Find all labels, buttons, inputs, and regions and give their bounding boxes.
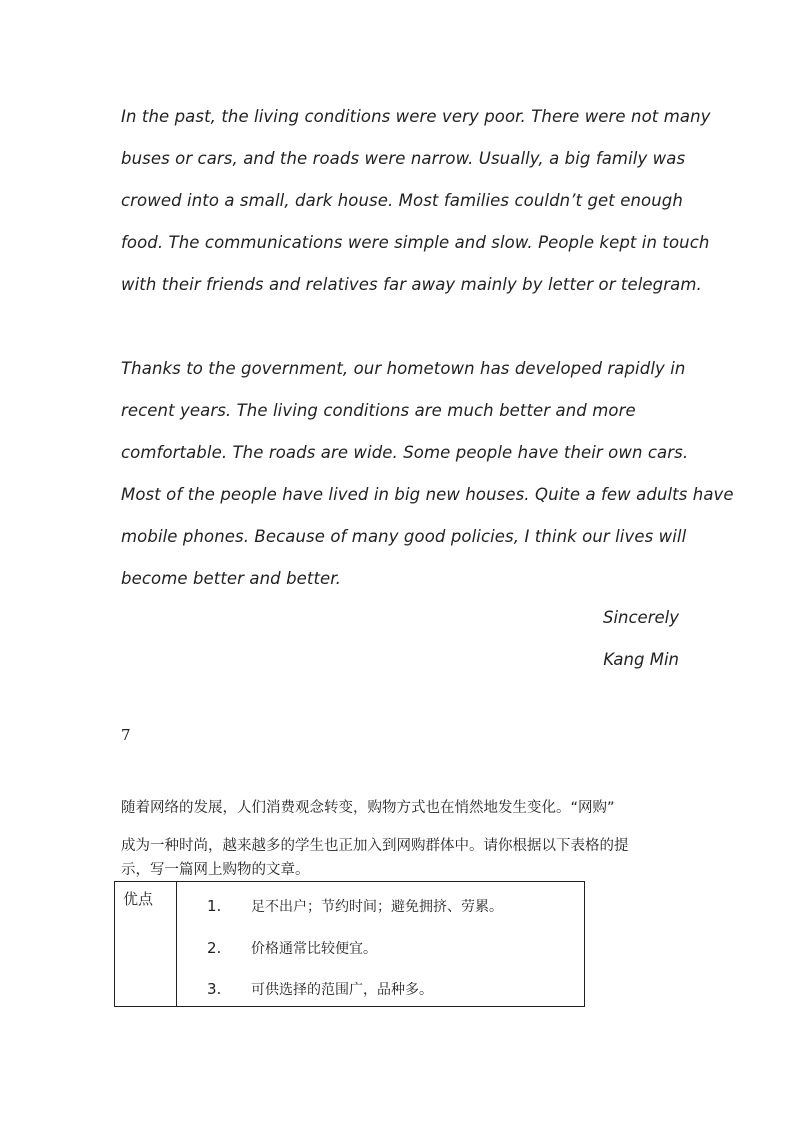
text-line: mobile phones. Because of many good policies, I think our lives will bbox=[121, 527, 687, 546]
item-number: 3. bbox=[207, 980, 222, 998]
table-item bbox=[207, 938, 377, 958]
item-text: 可供选择的范围广，品种多。 bbox=[251, 982, 433, 998]
text-line: food. The communications were simple and slow. People kept in touch bbox=[121, 233, 710, 252]
advantages-table bbox=[114, 881, 585, 1007]
prompt-line: 成为一种时尚，越来越多的学生也正加入到网购群体中。请你根据以下表格的提 bbox=[121, 838, 629, 854]
letter-signature: Kang Min bbox=[603, 650, 679, 669]
item-number: 2. bbox=[207, 939, 222, 957]
essay-paragraph-1 bbox=[121, 96, 711, 306]
text-line: Most of the people have lived in big new houses. Quite a few adults have bbox=[121, 485, 734, 504]
essay-paragraph-2 bbox=[121, 348, 734, 600]
item-text: 足不出户；节约时间；避免拥挤、劳累。 bbox=[251, 899, 503, 915]
text-line: Thanks to the government, our hometown has developed rapidly in bbox=[121, 359, 686, 378]
table-item bbox=[207, 979, 433, 999]
text-line: In the past, the living conditions were very poor. There were not many bbox=[121, 107, 711, 126]
prompt-line: 随着网络的发展，人们消费观念转变，购物方式也在悄然地发生变化。“网购” bbox=[121, 800, 615, 816]
text-line: become better and better. bbox=[121, 569, 342, 588]
text-line: buses or cars, and the roads were narrow. Usually, a big family was bbox=[121, 149, 686, 168]
text-line: comfortable. The roads are wide. Some people have their own cars. bbox=[121, 443, 689, 462]
question-number: 7 bbox=[121, 726, 131, 744]
letter-closing: Sincerely bbox=[602, 608, 679, 627]
item-text: 价格通常比较便宜。 bbox=[251, 941, 377, 957]
question-prompt bbox=[121, 796, 691, 882]
prompt-line: 示，写一篇网上购物的文章。 bbox=[121, 862, 310, 878]
text-line: crowed into a small, dark house. Most families couldn’t get enough bbox=[121, 191, 683, 210]
text-line: recent years. The living conditions are much better and more bbox=[121, 401, 636, 420]
table-header-cell: 优点 bbox=[115, 882, 177, 1006]
item-number: 1. bbox=[207, 897, 222, 915]
table-item bbox=[207, 896, 503, 916]
text-line: with their friends and relatives far away mainly by letter or telegram. bbox=[121, 275, 702, 294]
